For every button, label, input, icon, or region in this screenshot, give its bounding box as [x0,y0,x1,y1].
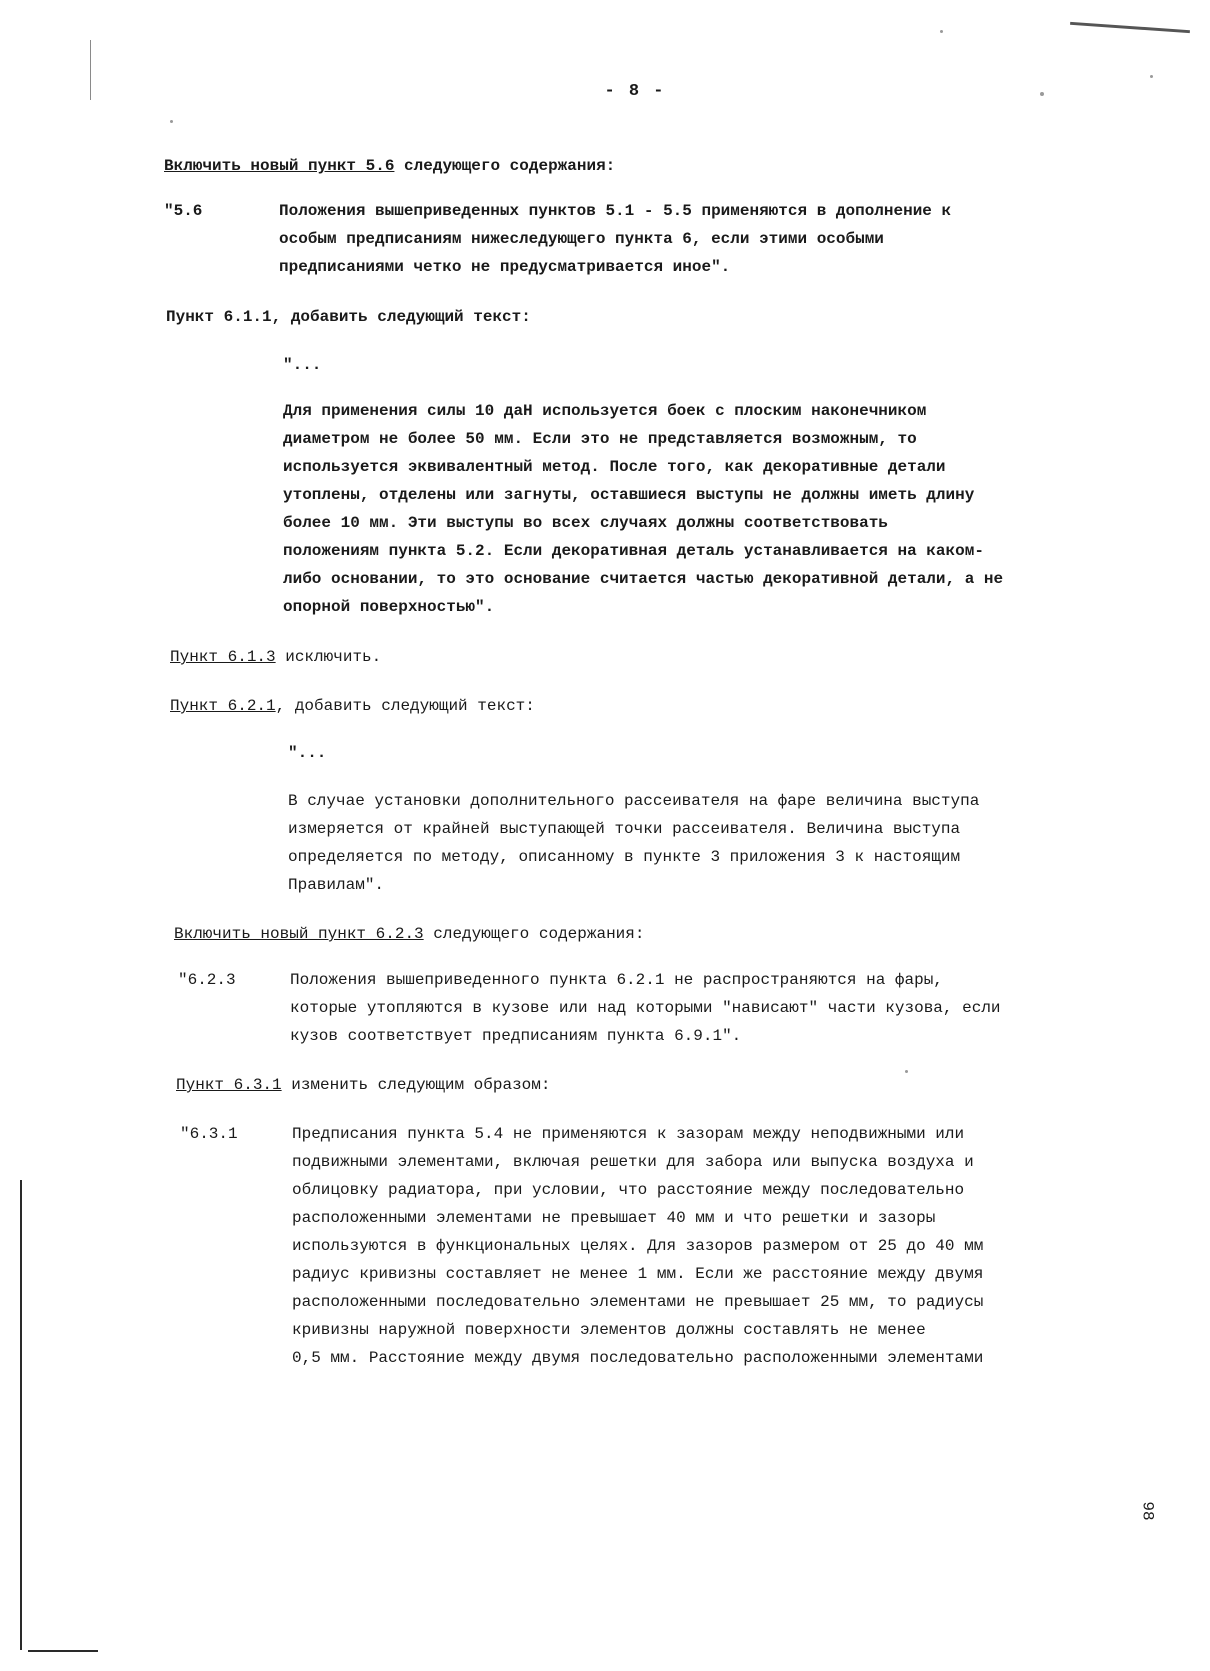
intro-include-5-6 [164,156,615,176]
scan-margin-line [20,1180,22,1650]
paragraph-6-3-1 [292,1120,983,1372]
page-number: - 8 - [604,82,666,101]
paragraph-line: предписаниями четко не предусматривается иное". [279,258,731,276]
side-page-number: 98 [1138,1501,1157,1521]
paragraph-line: кривизны наружной поверхности элементов должны составлять не менее [292,1321,926,1339]
paragraph-line: Предписания пункта 5.4 не применяются к зазорам между неподвижными или [292,1125,965,1143]
intro-text: , добавить следующий текст: [275,697,535,715]
paragraph-line: Положения вышеприведенных пунктов 5.1 - 5.5 применяются в дополнение к [279,202,952,220]
scan-speck [905,1070,908,1073]
paragraph-line: облицовку радиатора, при условии, что расстояние между последовательно [292,1181,965,1199]
paragraph-line: кузов соответствует предписаниям пункта 6.9.1". [290,1027,742,1045]
paragraph-6-1-1 [283,397,1003,621]
scan-margin-line-bottom [28,1650,98,1652]
paragraph-line: опорной поверхностью". [283,598,495,616]
paragraph-line: особым предписаниям нижеследующего пункта 6, если этими особыми [279,230,884,248]
scan-corner-mark [1070,22,1190,33]
reference-link-5-6: Включить новый пункт 5.6 [164,157,395,175]
intro-6-2-1 [170,696,535,716]
paragraph-line: диаметром не более 50 мм. Если это не представляется возможным, то [283,430,917,448]
paragraph-line: положениям пункта 5.2. Если декоративная деталь устанавливается на каком- [283,542,984,560]
paragraph-line: которые утопляются в кузове или над которыми "нависают" части кузова, если [290,999,1001,1017]
intro-text: изменить следующим образом: [281,1076,551,1094]
ellipsis-6-2-1: "... [288,744,327,762]
intro-text: исключить. [275,648,382,666]
paragraph-line: радиус кривизны составляет не менее 1 мм. Если же расстояние между двумя [292,1265,984,1283]
paragraph-line: В случае установки дополнительного рассеивателя на фаре величина выступа [288,792,980,810]
paragraph-line: расположенными элементами не превышает 40 мм и что решетки и зазоры [292,1209,936,1227]
paragraph-line: более 10 мм. Эти выступы во всех случаях должны соответствовать [283,514,888,532]
paragraph-line: Положения вышеприведенного пункта 6.2.1 не распространяются на фары, [290,971,943,989]
paragraph-line: утоплены, отделены или загнуты, оставшиеся выступы не должны иметь длину [283,486,975,504]
paragraph-line: либо основании, то это основание считается частью декоративной детали, а не [283,570,1004,588]
paragraph-line: расположенными последовательно элементами не превышает 25 мм, то радиусы [292,1293,984,1311]
reference-link-6-2-3: Включить новый пункт 6.2.3 [174,925,424,943]
paragraph-line: подвижными элементами, включая решетки для забора или выпуска воздуха и [292,1153,974,1171]
intro-6-1-3 [170,647,381,667]
paragraph-line: 0,5 мм. Расстояние между двумя последовательно расположенными элементами [292,1349,984,1367]
paragraph-6-2-1 [288,787,979,899]
paragraph-line: измеряется от крайней выступающей точки рассеивателя. Величина выступа [288,820,961,838]
reference-link-6-1-3: Пункт 6.1.3 [170,648,276,666]
reference-link-6-2-1: Пункт 6.2.1 [170,697,276,715]
item-number-6-3-1: "6.3.1 [180,1125,238,1143]
paragraph-line: Правилам". [288,876,385,894]
reference-link-6-3-1: Пункт 6.3.1 [176,1076,282,1094]
paragraph-line: используются в функциональных целях. Для зазоров размером от 25 до 40 мм [292,1237,984,1255]
paragraph-line: определяется по методу, описанному в пункте 3 приложения 3 к настоящим [288,848,961,866]
scan-speck [940,30,943,33]
paragraph-line: Для применения силы 10 даН используется боек с плоским наконечником [283,402,927,420]
item-number-5-6: "5.6 [164,202,203,220]
paragraph-5-6 [279,197,951,281]
scan-speck [170,120,173,123]
intro-6-3-1 [176,1075,550,1095]
paragraph-6-2-3 [290,966,1001,1050]
intro-text: следующего содержания: [394,157,616,175]
scan-speck [1150,75,1153,78]
paragraph-line: используется эквивалентный метод. После того, как декоративные детали [283,458,946,476]
intro-6-1-1: Пункт 6.1.1, добавить следующий текст: [166,308,531,326]
ellipsis-6-1-1: "... [283,356,322,374]
item-number-6-2-3: "6.2.3 [178,971,236,989]
intro-text: следующего содержания: [423,925,645,943]
intro-include-6-2-3 [174,924,644,944]
